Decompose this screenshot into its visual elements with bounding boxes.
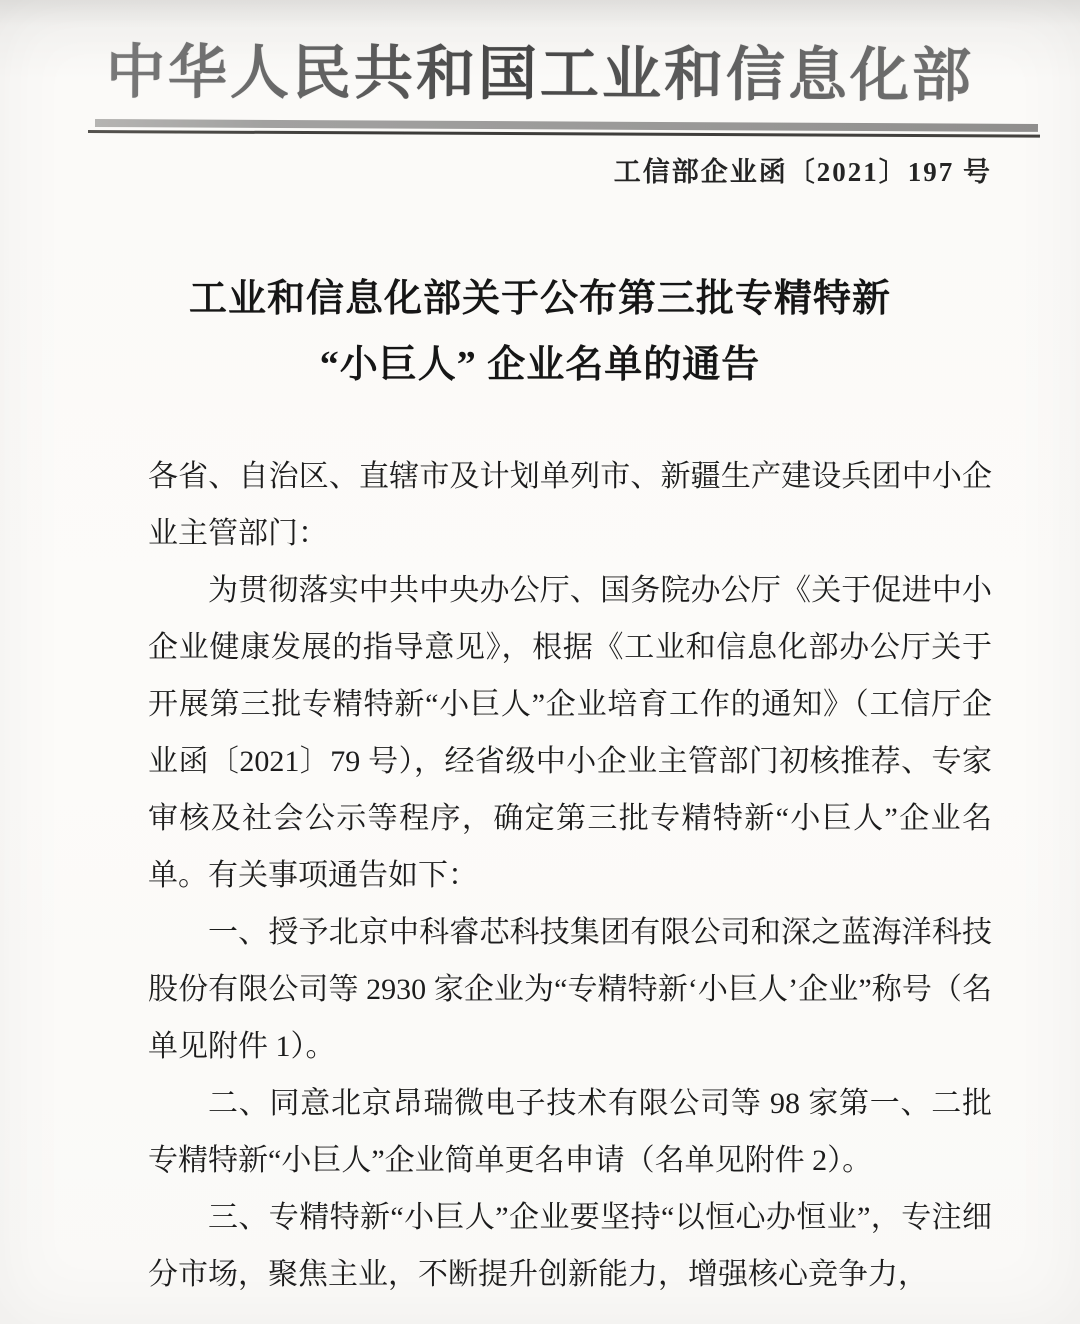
notice-title xyxy=(0,266,1080,398)
notice-title-line-2: “小巨人” 企业名单的通告 xyxy=(319,344,761,386)
letterhead-org-name: 中华人民共和国工业和信息化部 xyxy=(0,24,1080,114)
notice-title-line-1: 工业和信息化部关于公布第三批专精特新 xyxy=(188,278,891,320)
body-paragraph-3: 二、同意北京昂瑞微电子技术有限公司等 98 家第一、二批专精特新“小巨人”企业简单更名申请（名单见附件 2）。 xyxy=(148,1087,992,1177)
body-paragraph-1: 为贯彻落实中共中央办公厅、国务院办公厅《关于促进中小企业健康发展的指导意见》，根据《工业和信息化部办公厅关于开展第三批专精特新“小巨人”企业培育工作的通知》（工信厅企业函〔2021〕79 号），经省级中小企业主管部门初核推荐、专家审核及社会公示等程序，确定第三批专精特新“小巨人”企业名单。有关事项通告如下： xyxy=(148,574,992,892)
document-body xyxy=(148,448,992,1303)
scan-artifact-top xyxy=(0,0,1080,26)
body-paragraph-2: 一、授予北京中科睿芯科技集团有限公司和深之蓝海洋科技股份有限公司等 2930 家企业为“专精特新‘小巨人’企业”称号（名单见附件 1）。 xyxy=(148,916,992,1063)
body-paragraph-4: 三、专精特新“小巨人”企业要坚持“以恒心办恒业”，专注细分市场，聚焦主业，不断提升创新能力，增强核心竞争力， xyxy=(148,1201,992,1291)
document-number: 工信部企业函〔2021〕197 号 xyxy=(613,157,992,187)
salutation: 各省、自治区、直辖市及计划单列市、新疆生产建设兵团中小企业主管部门： xyxy=(148,460,992,550)
